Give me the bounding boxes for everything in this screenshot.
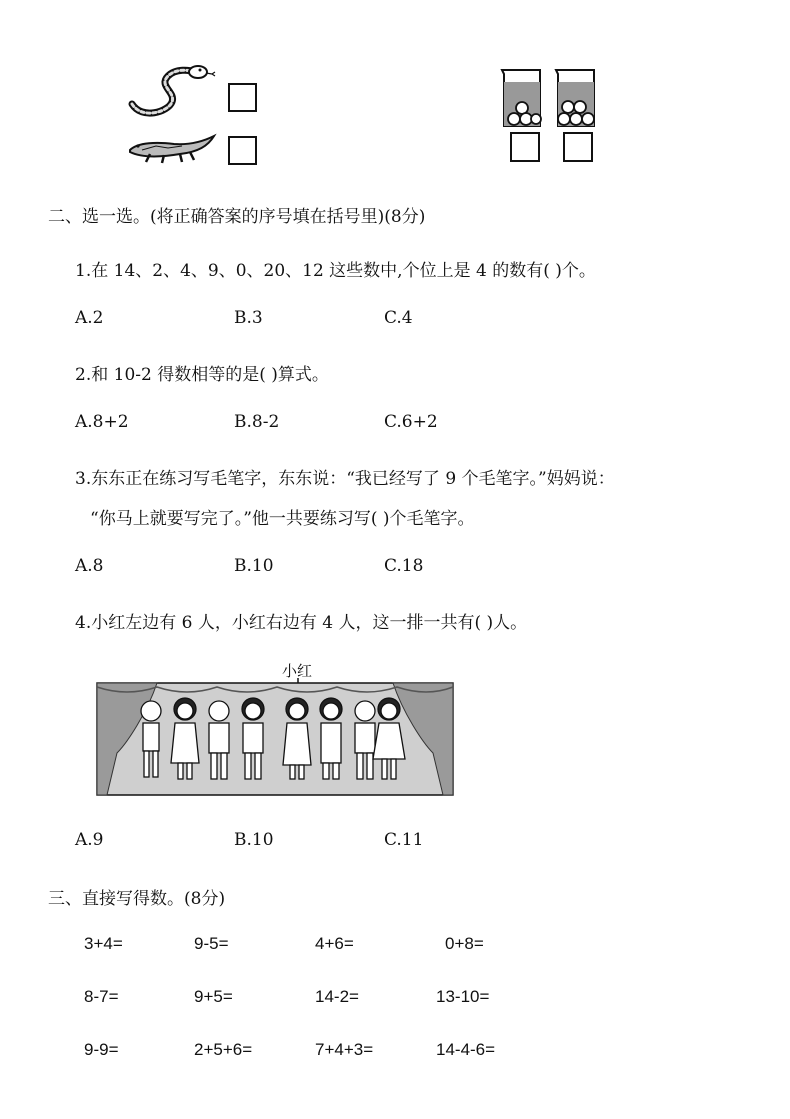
question-3-text-line1: 3.东东正在练习写毛笔字，东东说：“我已经写了 9 个毛笔字。”妈妈说： bbox=[75, 469, 615, 489]
section2-title: 二、选一选。(将正确答案的序号填在括号里)(8分) bbox=[48, 207, 426, 227]
crocodile-answer-box[interactable] bbox=[228, 136, 257, 165]
q4-option-c[interactable]: C.11 bbox=[384, 830, 424, 850]
calc-r2-c4: 13-10= bbox=[436, 987, 490, 1006]
snake-answer-box[interactable] bbox=[228, 83, 257, 112]
beaker-4-answer-box[interactable] bbox=[510, 132, 540, 162]
calc-r3-c4: 14-4-6= bbox=[436, 1040, 496, 1059]
calc-r1-c3: 4+6= bbox=[315, 934, 354, 953]
children-stage-illustration bbox=[97, 683, 453, 795]
calc-r3-c3: 7+4+3= bbox=[315, 1040, 374, 1059]
calc-r1-c2: 9-5= bbox=[194, 934, 229, 953]
q1-option-b[interactable]: B.3 bbox=[234, 308, 263, 328]
question-3-text-line2: “你马上就要写完了。”他一共要练习写( )个毛笔字。 bbox=[90, 509, 475, 529]
q4-option-a[interactable]: A.9 bbox=[75, 830, 104, 850]
calc-r2-c2: 9+5= bbox=[194, 987, 233, 1006]
beaker-6-balls-illustration bbox=[554, 68, 600, 128]
calc-r3-c1: 9-9= bbox=[84, 1040, 119, 1059]
crocodile-illustration bbox=[128, 130, 218, 166]
calc-r1-c4: 0+8= bbox=[445, 934, 484, 953]
calc-r1-c1: 3+4= bbox=[84, 934, 123, 953]
q4-option-b[interactable]: B.10 bbox=[234, 830, 274, 850]
beaker-4-balls-illustration bbox=[500, 68, 546, 128]
question-2-text: 2.和 10-2 得数相等的是( )算式。 bbox=[75, 365, 329, 385]
q3-option-c[interactable]: C.18 bbox=[384, 556, 424, 576]
question-1-text: 1.在 14、2、4、9、0、20、12 这些数中,个位上是 4 的数有( )个。 bbox=[75, 261, 596, 281]
question-4-text: 4.小红左边有 6 人，小红右边有 4 人，这一排一共有( )人。 bbox=[75, 613, 528, 633]
q3-option-b[interactable]: B.10 bbox=[234, 556, 274, 576]
calc-r2-c1: 8-7= bbox=[84, 987, 119, 1006]
q1-option-c[interactable]: C.4 bbox=[384, 308, 413, 328]
q1-option-a[interactable]: A.2 bbox=[75, 308, 104, 328]
q3-option-a[interactable]: A.8 bbox=[75, 556, 104, 576]
snake-illustration bbox=[128, 62, 218, 122]
xiaohong-label: 小红 bbox=[282, 663, 313, 680]
section3-title: 三、直接写得数。(8分) bbox=[48, 889, 226, 909]
q2-option-a[interactable]: A.8+2 bbox=[75, 412, 129, 432]
q2-option-c[interactable]: C.6+2 bbox=[384, 412, 438, 432]
q2-option-b[interactable]: B.8-2 bbox=[234, 412, 280, 432]
calc-r2-c3: 14-2= bbox=[315, 987, 359, 1006]
beaker-6-answer-box[interactable] bbox=[563, 132, 593, 162]
calc-r3-c2: 2+5+6= bbox=[194, 1040, 253, 1059]
